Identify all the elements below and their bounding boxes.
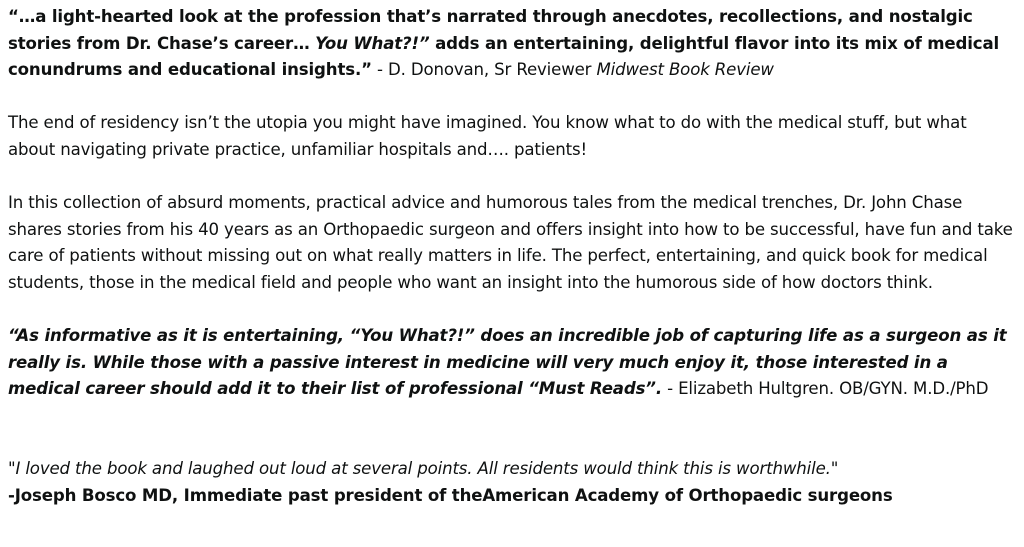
review-donovan-quote-part1: “…a light-hearted look at the profession that’s narrated through anecdotes, recollections, and nostalgic stories from Dr. Chase’s career… [8,7,973,53]
review-hultgren-attribution: - Elizabeth Hultgren. OB/GYN. M.D./PhD [662,379,989,399]
review-donovan-publication: Midwest Book Review [596,60,774,80]
review-donovan-attribution: - D. Donovan, Sr Reviewer [371,60,597,80]
review-bosco-attribution: -Joseph Bosco MD, Immediate past president of theAmerican Academy of Orthopaedic surgeons [8,485,893,505]
review-hultgren [8,323,1018,403]
review-hultgren-quote: “As informative as it is entertaining, “You What?!” does an incredible job of capturing life as a surgeon as it really is. While those with a passive interest in medicine will very much enjoy it, those interested in a medical career should add it to their list of professional “Must Reads”. [8,326,1007,399]
description-paragraph-residency: The end of residency isn’t the utopia you might have imagined. You know what to do with the medical stuff, but what about navigating private practice, unfamiliar hospitals and…. patients! [8,113,967,159]
review-bosco [8,456,1018,509]
review-donovan-quote-part2: adds an entertaining, delightful flavor into its mix of medical conundrums and educational insights.” [8,33,1000,80]
description-paragraph-collection: In this collection of absurd moments, practical advice and humorous tales from the medical trenches, Dr. John Chase shares stories from his 40 years as an Orthopaedic surgeon and offers insight into how to be successful, have fun and take care of patients without missing out on what really matters in life. The perfect, entertaining, and quick book for medical students, those in the medical field and people who want an insight into the humorous side of how doctors think. [8,193,1013,292]
review-donovan [8,4,1018,84]
review-bosco-quote: "I loved the book and laughed out loud at several points. All residents would think this is worthwhile." [8,458,839,478]
review-donovan-book-title: You What?!” [315,33,430,53]
